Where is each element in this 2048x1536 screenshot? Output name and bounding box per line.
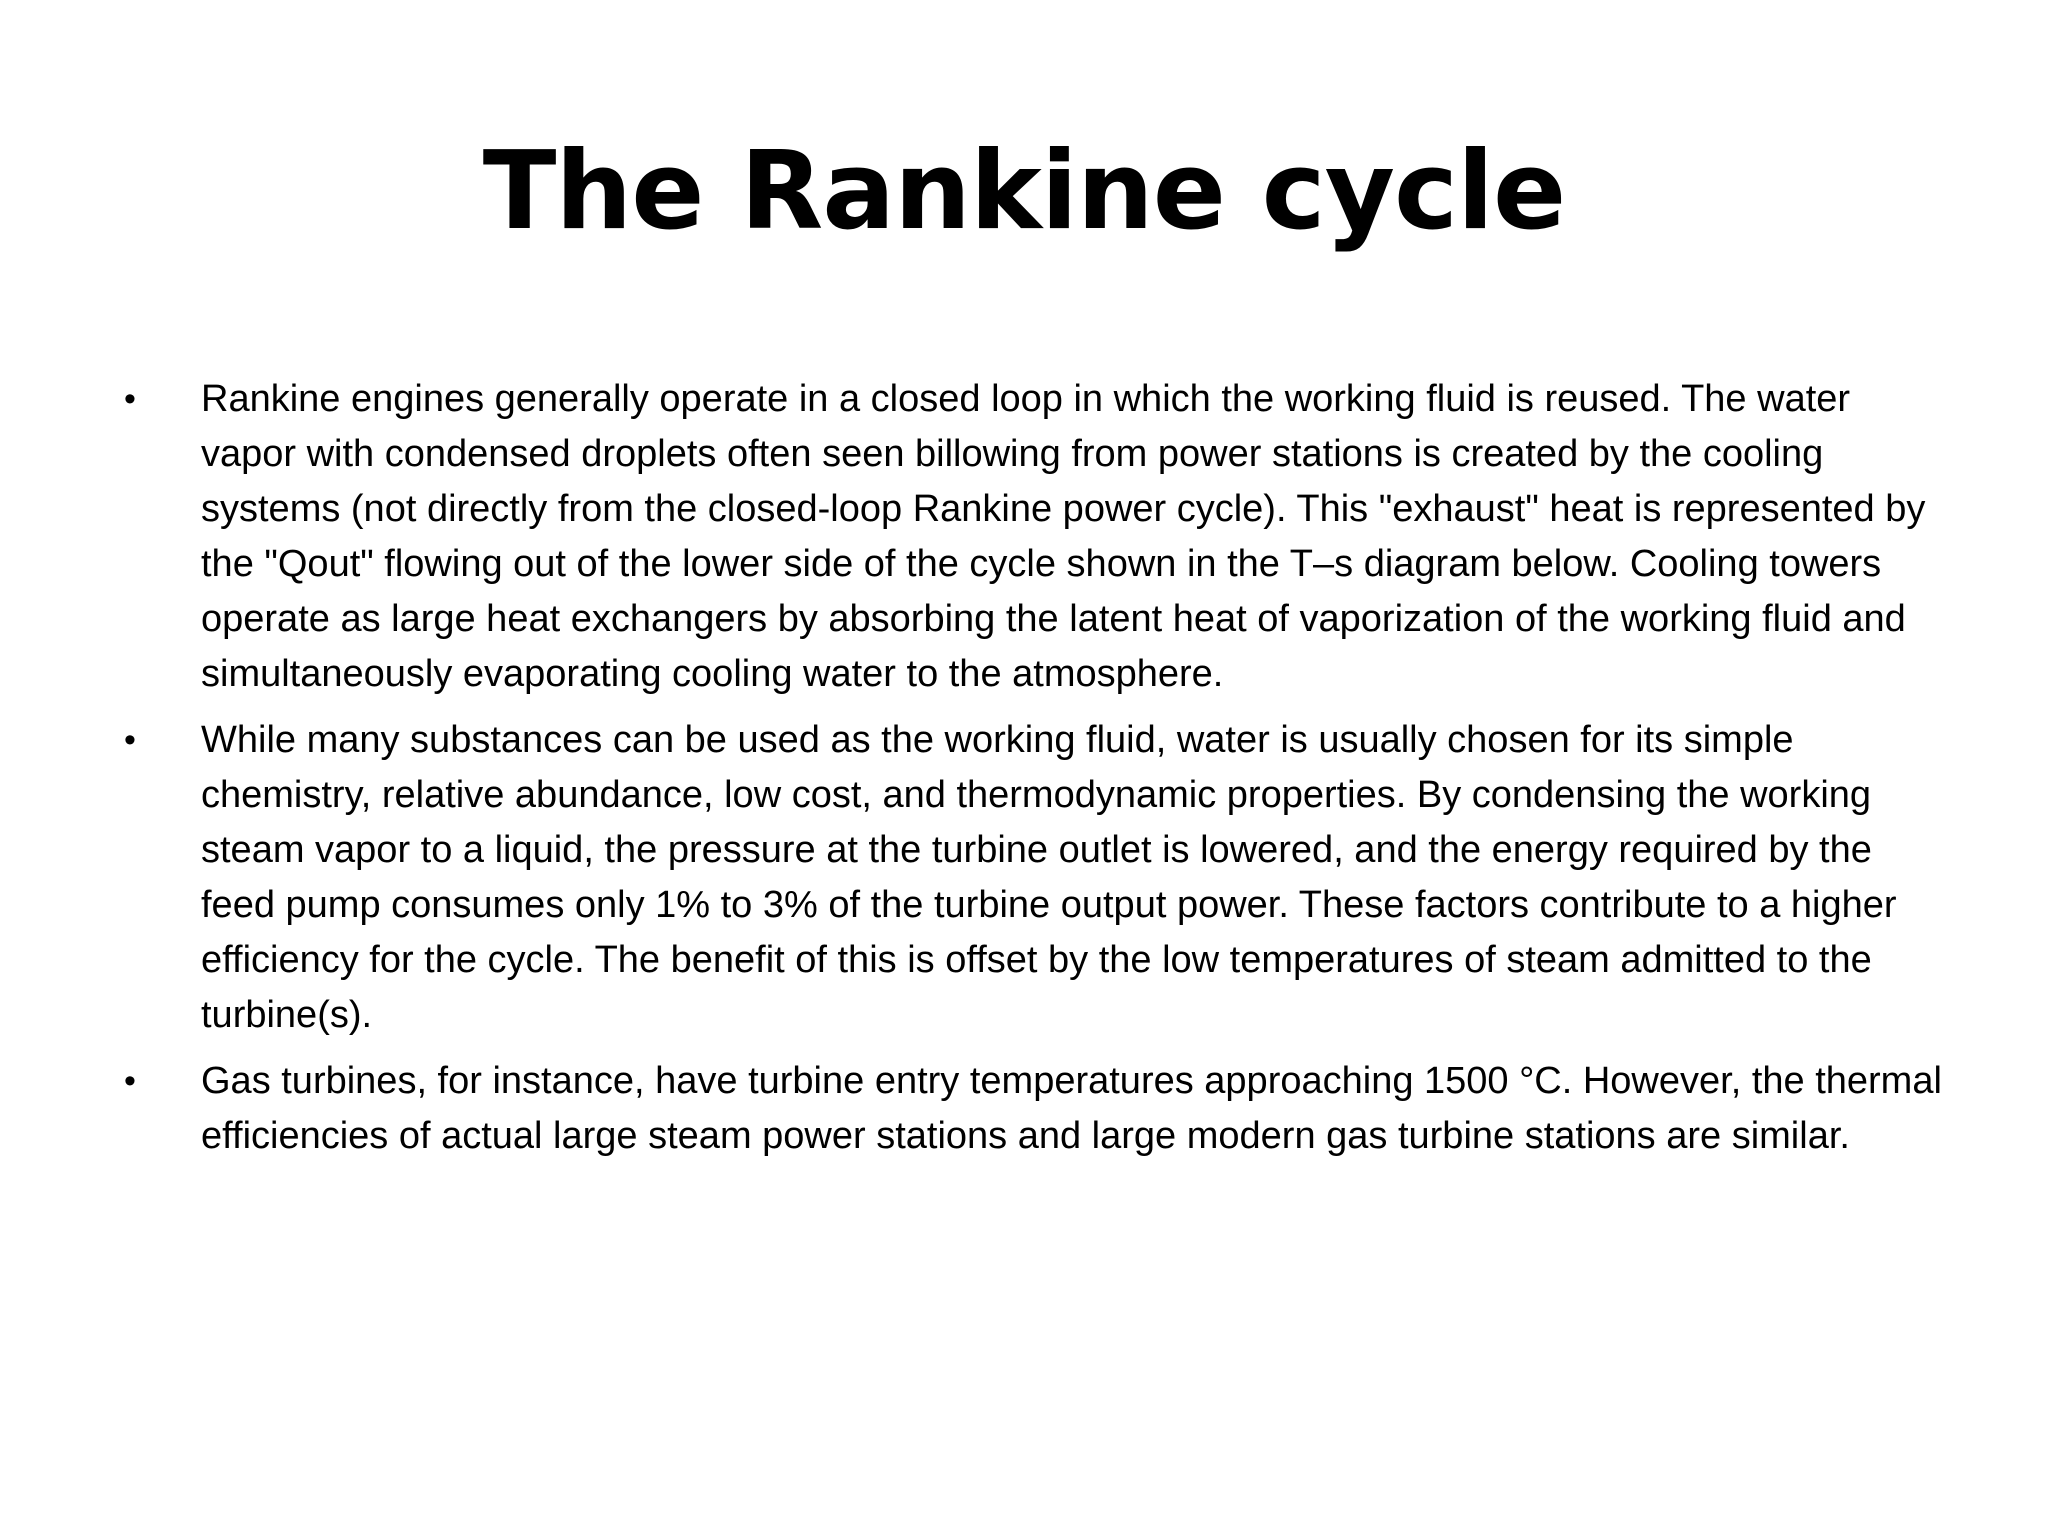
- bullet-list: [120, 372, 1950, 1175]
- bullet-item: [120, 1054, 1950, 1164]
- bullet-marker: •: [124, 1062, 136, 1100]
- bullet-marker: •: [124, 380, 136, 418]
- bullet-text: Rankine engines generally operate in a closed loop in which the working fluid is reused. The water vapor with condensed droplets often seen billowing from power stations is created by the cooling systems (not directly from the closed-loop Rankine power cycle). This "exhaust" heat is represented by the "Qout" flowing out of the lower side of the cycle shown in the T–s diagram below. Cooling towers operate as large heat exchangers by absorbing the latent heat of vaporization of the working fluid and simultaneously evaporating cooling water to the atmosphere.: [201, 378, 1926, 695]
- bullet-marker: •: [124, 721, 136, 759]
- slide-title: The Rankine cycle: [482, 129, 1566, 254]
- bullet-item: [120, 713, 1950, 1043]
- bullet-text: Gas turbines, for instance, have turbine entry temperatures approaching 1500 °C. However, the thermal efficiencies of actual large steam power stations and large modern gas turbine stations are similar.: [201, 1060, 1942, 1157]
- bullet-text: While many substances can be used as the working fluid, water is usually chosen for its simple chemistry, relative abundance, low cost, and thermodynamic properties. By condensing the working steam vapor to a liquid, the pressure at the turbine outlet is lowered, and the energy required by the feed pump consumes only 1% to 3% of the turbine output power. These factors contribute to a higher efficiency for the cycle. The benefit of this is offset by the low temperatures of steam admitted to the turbine(s).: [201, 719, 1897, 1036]
- bullet-item: [120, 372, 1950, 702]
